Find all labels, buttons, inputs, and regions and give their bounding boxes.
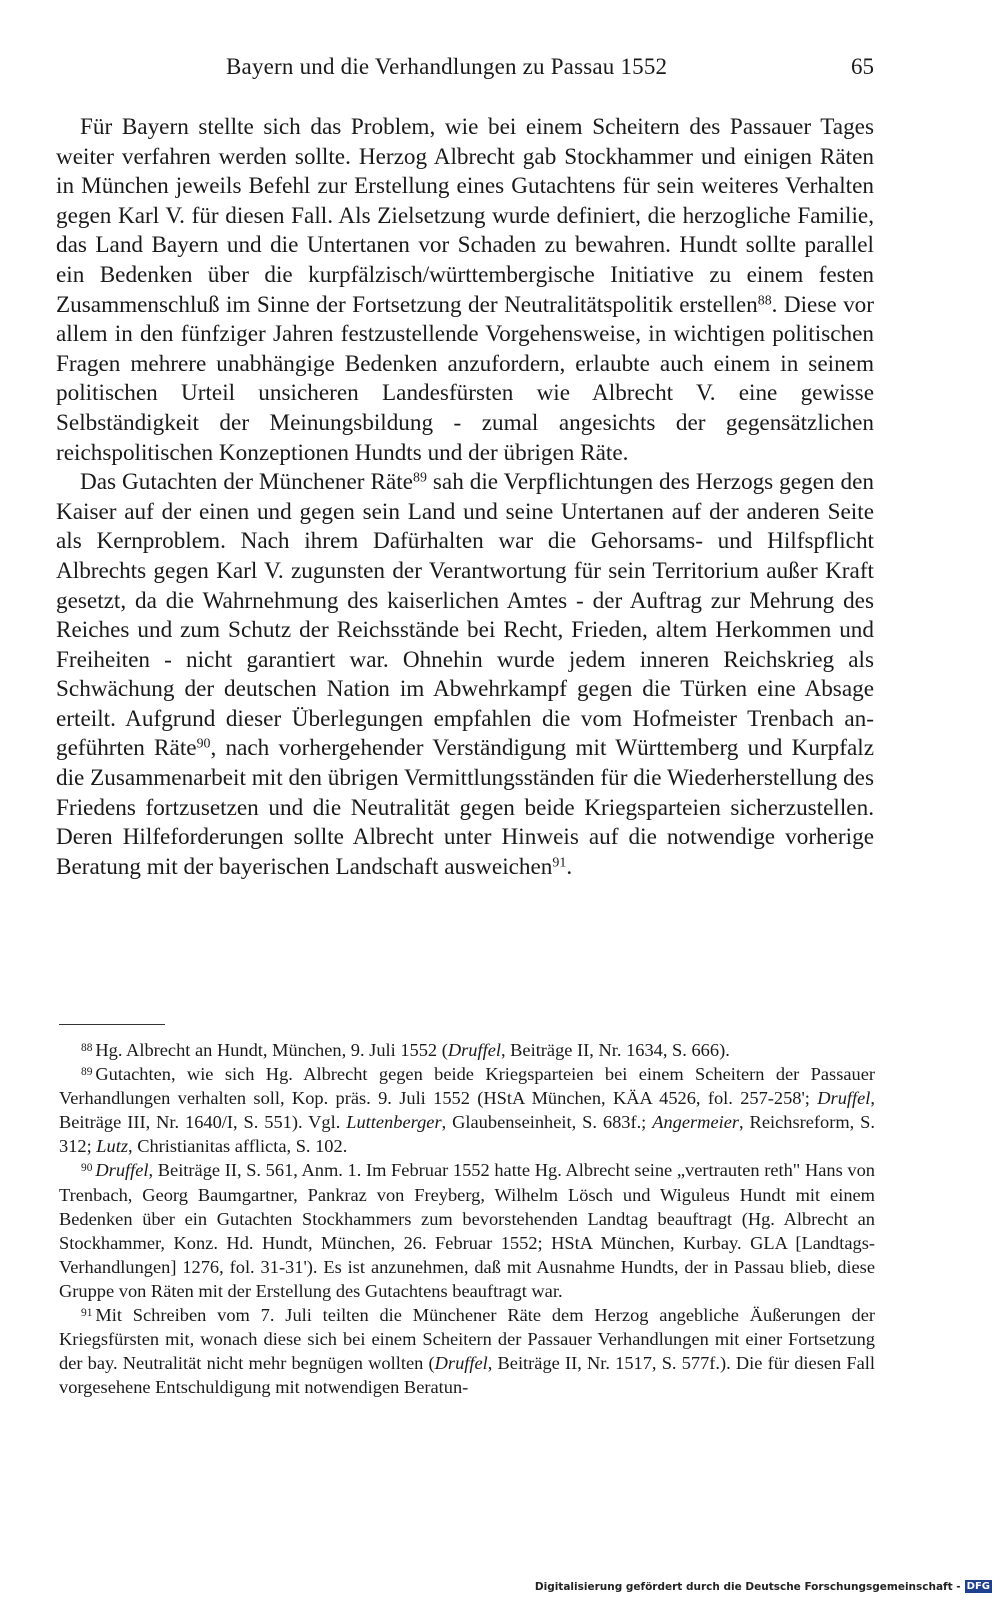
footnote-number: 91 — [81, 1306, 93, 1319]
footnote-91 — [59, 1303, 875, 1399]
footnote-author: Druffel — [447, 1040, 501, 1060]
paragraph-1-text-a: Für Bayern stellte sich das Problem, wie bei einem Scheitern des Passauer Tages weiter verfahren werden sollte. Herzog Albrecht gab Stockhammer und einigen Räten in München jeweils Befehl zur Erstellung eines Gutachtens für sein weiteres Verhalten gegen Karl V. für diesen Fall. Als Zielsetzung wurde definiert, die herzogliche Familie, das Land Bayern und die Untertanen vor Schaden zu bewahren. Hundt sollte parallel ein Bedenken über die kurpfälzisch/württembergische Initiative zu einem festen Zusammenschluß im Sinne der Fortsetzung der Neutralitätspolitik erstellen — [56, 114, 874, 318]
footnote-text: , Christianitas afflicta, S. 102. — [128, 1136, 348, 1157]
paragraph-2-text-a: Das Gutachten der Münchener Räte — [80, 469, 413, 496]
footnote-author: Luttenberger — [346, 1112, 442, 1133]
footnote-number: 90 — [81, 1162, 93, 1175]
running-title: Bayern und die Verhandlungen zu Passau 1552 — [226, 54, 668, 79]
digitization-stamp — [535, 1580, 992, 1593]
footnote-ref-91: 91 — [552, 855, 567, 871]
footnote-text: , Beiträge II, Nr. 1634, S. 666). — [500, 1040, 730, 1060]
page-number: 65 — [851, 54, 874, 79]
footnote-author: Druffel — [95, 1160, 149, 1181]
footnote-text: , Beiträge II, S. 561, Anm. 1. Im Februar 1552 hatte Hg. Albrecht seine „vertrauten reth" Hans von Trenbach, Georg Baumgartner, Pankraz von Freyberg, Wilhelm Lösch und Wiguleus Hundt mit einem Bedenken über ein Gutachten Stockhammers zum bevorstehenden Landtag beauftragt (Hg. Albrecht an Stockhammer, Konz. Hd. Hundt, München, 26. Februar 1552; HStA München, Kurbay. GLA [Landtags-Verhandlungen] 1276, fol. 31-31'). Es ist anzunehmen, daß mit Ausnahme Hundts, der in Passau blieb, diese Gruppe von Räten mit der Erstellung des Gutachtens beauftragt war. — [59, 1160, 875, 1301]
footnotes — [59, 1038, 875, 1399]
footnote-author: Angermeier — [652, 1112, 740, 1133]
footnote-author: Druffel — [817, 1088, 871, 1109]
paragraph-2-text-c: , nach vorhergehender Verständigung mit Württemberg und Kurpfalz die Zusammenarbeit mit den übrigen Vermittlungsständen für die Wiederherstellung des Friedens fortzusetzen und die Neutralität gegen beide Kriegsparteien sicherzustellen. Deren Hilfeforderungen sollte Albrecht unter Hinweis auf die notwendige vorherige Beratung mit der bayerischen Landschaft ausweichen — [56, 735, 875, 880]
paragraph-2 — [56, 468, 874, 882]
footnote-text: , Glaubenseinheit, S. 683f.; — [441, 1112, 653, 1133]
footnote-number: 88 — [81, 1041, 93, 1054]
footnote-ref-89: 89 — [412, 470, 427, 486]
footnote-text: Hg. Albrecht an Hundt, München, 9. Juli 1552 ( — [95, 1040, 448, 1060]
footnote-author: Lutz — [96, 1136, 128, 1157]
footnote-separator — [59, 1024, 165, 1025]
paragraph-1 — [56, 113, 874, 468]
footnote-text: Mit Schreiben vom 7. Juli teilten die Münchener Räte dem Herzog angebliche Äußerungen der Kriegsfürsten mit, wonach diese sich bei einem Scheitern der Passauer Verhandlungen mit einer Fortsetzung der bay. Neutralität nicht mehr begnügen wollten ( — [59, 1305, 875, 1374]
footnote-author: Druffel — [434, 1353, 488, 1374]
footnote-88 — [59, 1038, 875, 1062]
paragraph-2-text-d: . — [566, 853, 573, 880]
footnote-text: Gutachten, wie sich Hg. Albrecht gegen beide Kriegsparteien bei einem Scheitern der Passauer Verhandlungen verhalten soll, Kop. präs. 9. Juli 1552 (HStA München, KÄA 4526, fol. 257-258'; — [59, 1064, 875, 1109]
digitization-stamp-text: Digitalisierung gefördert durch die Deutsche Forschungsgemeinschaft - — [534, 1580, 961, 1593]
footnote-ref-88: 88 — [757, 292, 772, 308]
dfg-logo-icon: DFG — [966, 1581, 990, 1592]
footnote-89 — [59, 1062, 875, 1158]
footnote-text: , Beiträge III, Nr. 1640/I, S. 551). Vgl. — [59, 1088, 875, 1133]
main-text — [56, 113, 874, 882]
footnote-number: 89 — [81, 1065, 93, 1078]
footnote-text: , Reichsreform, S. 312; — [59, 1112, 875, 1157]
footnote-90 — [59, 1158, 875, 1303]
paragraph-1-text-b: . Diese vor allem in den fünfziger Jahren festzustellende Vorgehensweise, in wichtigen politischen Fragen mehrere unabhängige Bedenken anzufordern, erlaubte auch einem in seinem politischen Urteil unsicheren Landesfürsten wie Albrecht V. eine gewisse Selbständigkeit der Meinungsbildung - zumal angesichts der gegensätzlichen reichspolitischen Konzeptionen Hundts und der übrigen Räte. — [56, 291, 874, 466]
paragraph-2-text-b: sah die Verpflichtungen des Herzogs gegen den Kaiser auf der einen und gegen sein Land und seine Untertanen auf der anderen Seite als Kernproblem. Nach ihrem Dafürhalten war die Gehorsams- und Hilfspflicht Albrechts gegen Karl V. zugunsten der Verantwortung für sein Territorium außer Kraft gesetzt, da die Wahrnehmung des kaiserlichen Amtes - der Auftrag zur Mehrung des Reiches und zum Schutz der Reichsstände bei Recht, Frieden, altem Herkommen und Freiheiten - nicht garantiert war. Ohnehin wurde jedem inneren Reichskrieg als Schwächung der deutschen Nation im Abwehrkampf gegen die Türken eine Absage erteilt. Aufgrund dieser Überlegungen empfahlen die vom Hofmeister Trenbach angeführten Räte — [56, 469, 874, 762]
footnote-text: , Beiträge II, Nr. 1517, S. 577f.). Die für diesen Fall vorgesehene Entschuldigung mit notwendigen Beratun- — [59, 1353, 876, 1398]
footnote-ref-90: 90 — [196, 736, 211, 752]
